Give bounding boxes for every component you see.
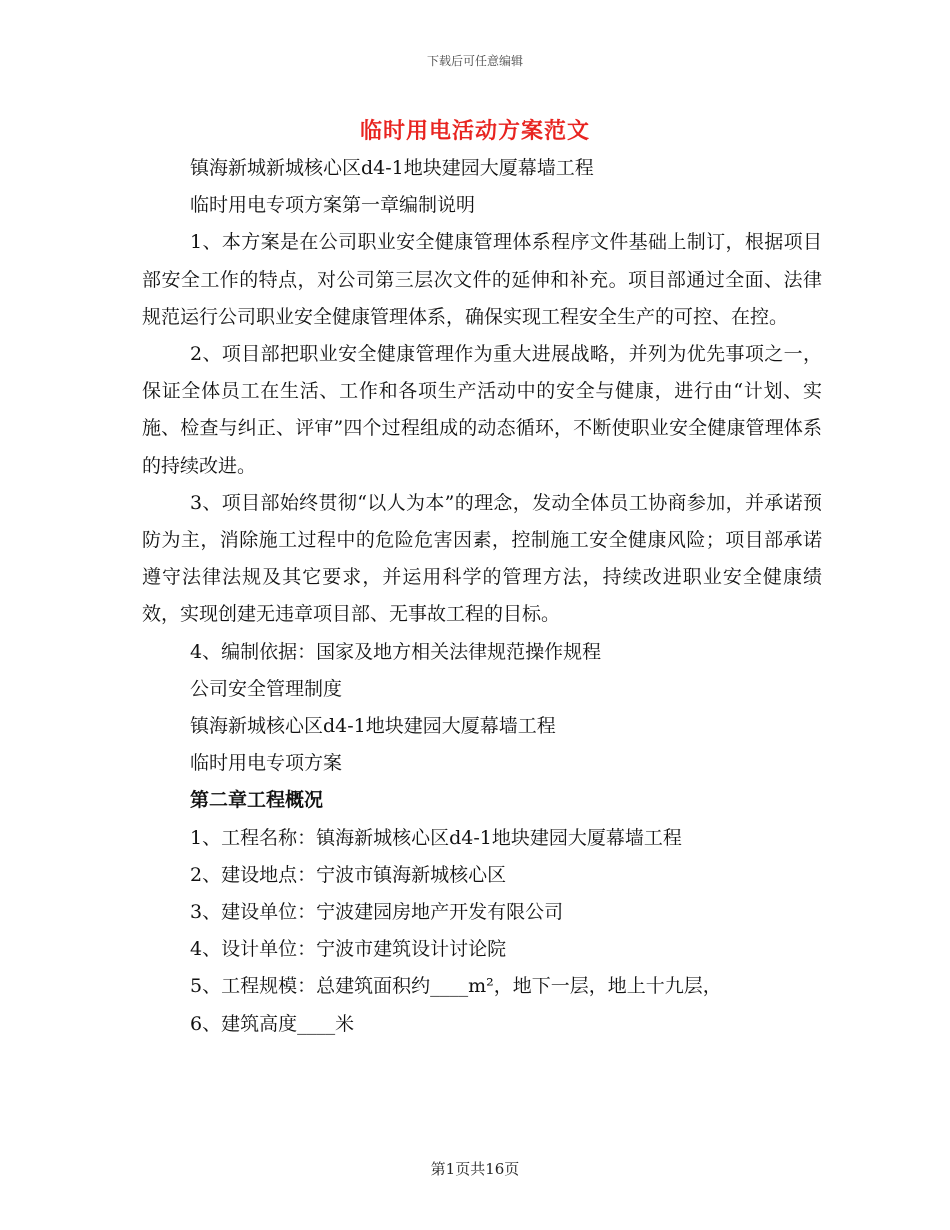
basis-line-2: 公司安全管理制度 — [190, 677, 343, 700]
document-title: 临时用电活动方案范文 — [359, 118, 590, 144]
paragraph-2: 2、项目部把职业安全健康管理作为重大进展战略，并列为优先事项之一，保证全体员工在生活、工作和各项生产活动中的安全与健康，进行由“计划、实施、检查与纠正、评审”四个过程组成的动态循环，不断使职业安全健康管理体系的持续改进。 — [142, 343, 822, 477]
basis-line-3: 镇海新城核心区d4-1地块建园大厦幕墙工程 — [190, 715, 556, 738]
paragraph-1: 1、本方案是在公司职业安全健康管理体系程序文件基础上制订，根据项目部安全工作的特点，对公司第三层次文件的延伸和补充。项目部通过全面、法律规范运行公司职业安全健康管理体系，确保实现工程安全生产的可控、在控。 — [142, 231, 822, 328]
overview-item: 5、工程规模：总建筑面积约____m²，地下一层，地上十九层， — [190, 975, 722, 998]
document-body — [142, 150, 822, 1043]
page-header: 下载后可任意编辑 — [426, 54, 523, 68]
chapter1-heading-line: 临时用电专项方案第一章编制说明 — [190, 194, 476, 217]
project-name-line: 镇海新城新城核心区d4-1地块建园大厦幕墙工程 — [190, 157, 594, 179]
overview-item: 4、设计单位：宁波市建筑设计讨论院 — [190, 938, 507, 961]
overview-item: 2、建设地点：宁波市镇海新城核心区 — [190, 863, 507, 886]
overview-item: 3、建设单位：宁波建园房地产开发有限公司 — [190, 901, 564, 924]
overview-item: 6、建筑高度____米 — [190, 1012, 355, 1035]
chapter2-heading: 第二章工程概况 — [190, 789, 324, 812]
page-number: 第1页共16页 — [430, 1160, 520, 1178]
paragraph-3: 3、项目部始终贯彻“以人为本”的理念，发动全体员工协商参加，并承诺预防为主，消除施工过程中的危险危害因素，控制施工安全健康风险；项目部承诺遵守法律法规及其它要求，并运用科学的管理方法，持续改进职业安全健康绩效，实现创建无违章项目部、无事故工程的目标。 — [142, 491, 822, 626]
basis-line-4: 临时用电专项方案 — [190, 752, 343, 775]
overview-item: 1、工程名称：镇海新城核心区d4-1地块建园大厦幕墙工程 — [190, 826, 682, 849]
basis-line-1: 4、编制依据：国家及地方相关法律规范操作规程 — [190, 640, 602, 663]
